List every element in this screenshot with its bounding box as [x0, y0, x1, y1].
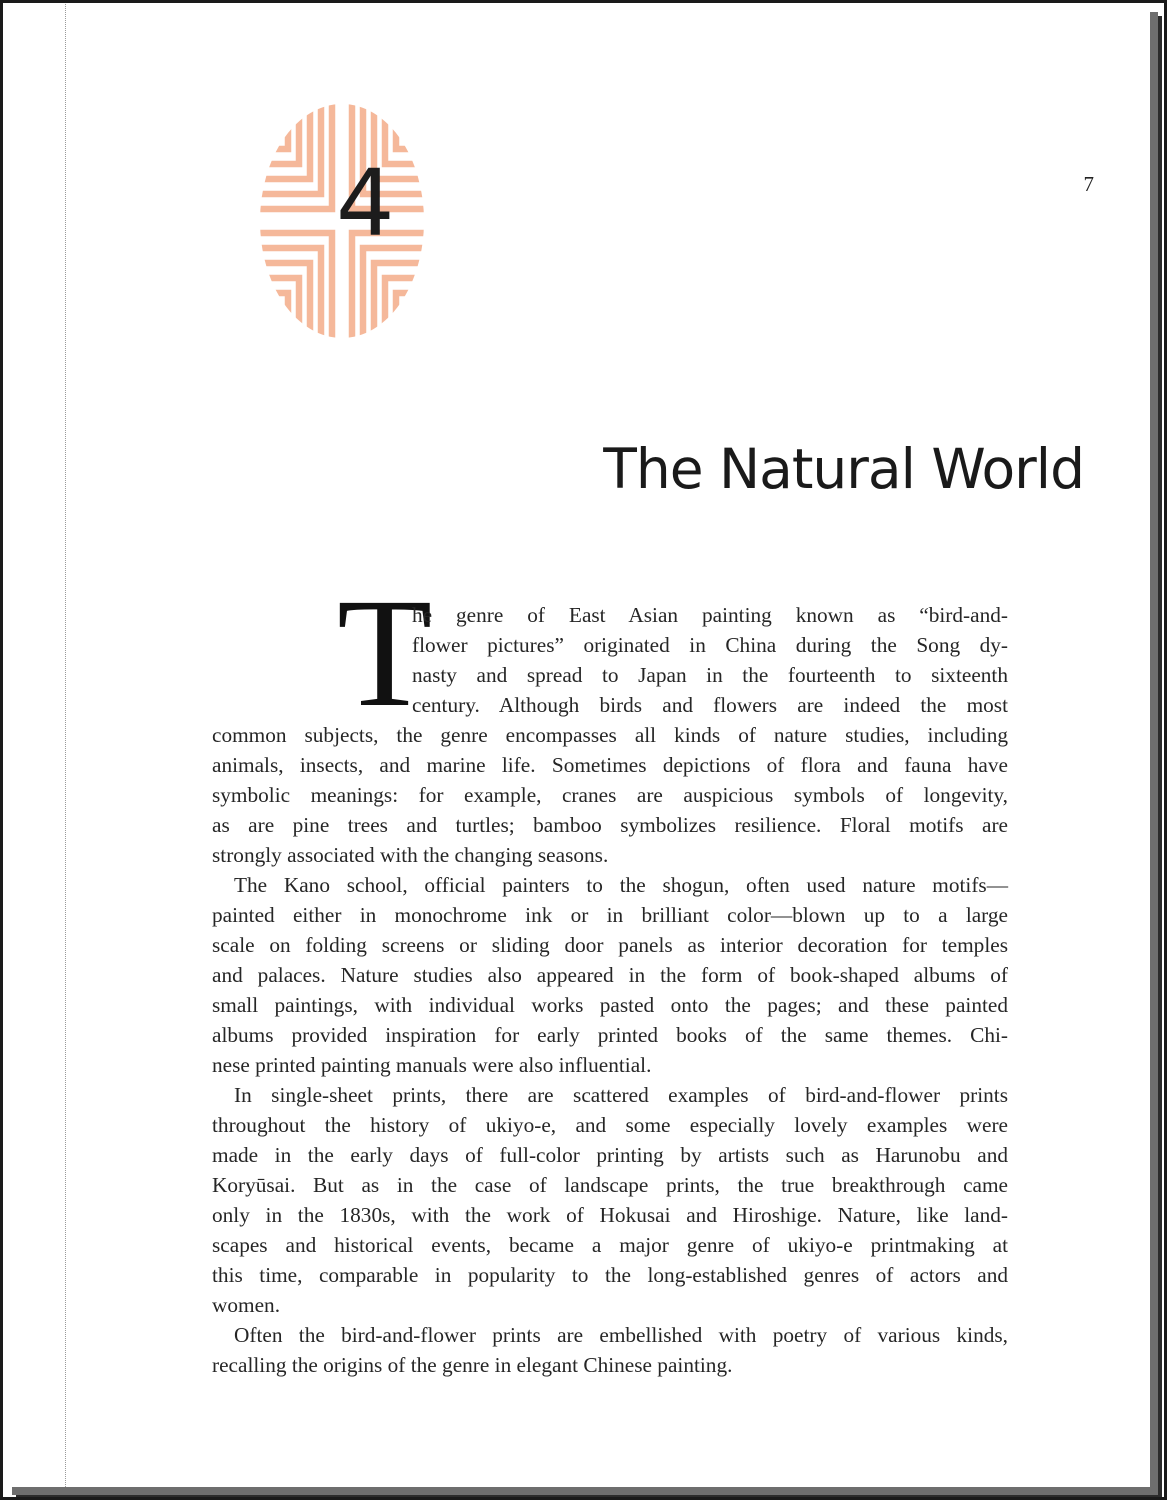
text-line: Often the bird-and-flower prints are embellished with poetry of various kinds, [234, 1323, 1008, 1347]
text-line: painted either in monochrome ink or in brilliant color—blown up to a large [212, 903, 1008, 927]
text-line: albums provided inspiration for early printed books of the same themes. Chi- [212, 1023, 1008, 1047]
chapter-title: The Natural World [603, 437, 1084, 501]
text-line: common subjects, the genre encompasses all kinds of nature studies, including [212, 723, 1008, 747]
text-line: only in the 1830s, with the work of Hokusai and Hiroshige. Nature, like land- [212, 1203, 1008, 1227]
drop-cap: T [337, 566, 433, 739]
text-line: made in the early days of full-color printing by artists such as Harunobu and [212, 1143, 1008, 1167]
text-line: symbolic meanings: for example, cranes are auspicious symbols of longevity, [212, 783, 1008, 807]
text-line: and palaces. Nature studies also appeared in the form of book-shaped albums of [212, 963, 1008, 987]
text-line: recalling the origins of the genre in elegant Chinese painting. [212, 1353, 733, 1377]
text-line: nasty and spread to Japan in the fourteenth to sixteenth [412, 663, 1008, 687]
text-line: he genre of East Asian painting known as “bird-and- [412, 603, 1008, 627]
text-line: this time, comparable in popularity to the long-established genres of actors and [212, 1263, 1008, 1287]
text-line: The Kano school, official painters to the shogun, often used nature motifs— [234, 873, 1008, 897]
chapter-number: 4 [336, 150, 395, 257]
text-line: century. Although birds and flowers are indeed the most [412, 693, 1008, 717]
text-line: as are pine trees and turtles; bamboo symbolizes resilience. Floral motifs are [212, 813, 1008, 837]
text-line: throughout the history of ukiyo-e, and some especially lovely examples were [212, 1113, 1008, 1137]
text-line: In single-sheet prints, there are scattered examples of bird-and-flower prints [234, 1083, 1008, 1107]
text-line: Koryūsai. But as in the case of landscape prints, the true breakthrough came [212, 1173, 1008, 1197]
text-line: small paintings, with individual works pasted onto the pages; and these painted [212, 993, 1008, 1017]
text-line: nese printed painting manuals were also influential. [212, 1053, 652, 1077]
text-line: animals, insects, and marine life. Sometimes depictions of flora and fauna have [212, 753, 1008, 777]
text-line: women. [212, 1293, 281, 1317]
text-line: strongly associated with the changing seasons. [212, 843, 609, 867]
text-line: flower pictures” originated in China during the Song dy- [412, 633, 1008, 657]
text-line: scale on folding screens or sliding door panels as interior decoration for temples [212, 933, 1008, 957]
text-line: scapes and historical events, became a major genre of ukiyo-e printmaking at [212, 1233, 1008, 1257]
page-number: 7 [1083, 172, 1094, 196]
